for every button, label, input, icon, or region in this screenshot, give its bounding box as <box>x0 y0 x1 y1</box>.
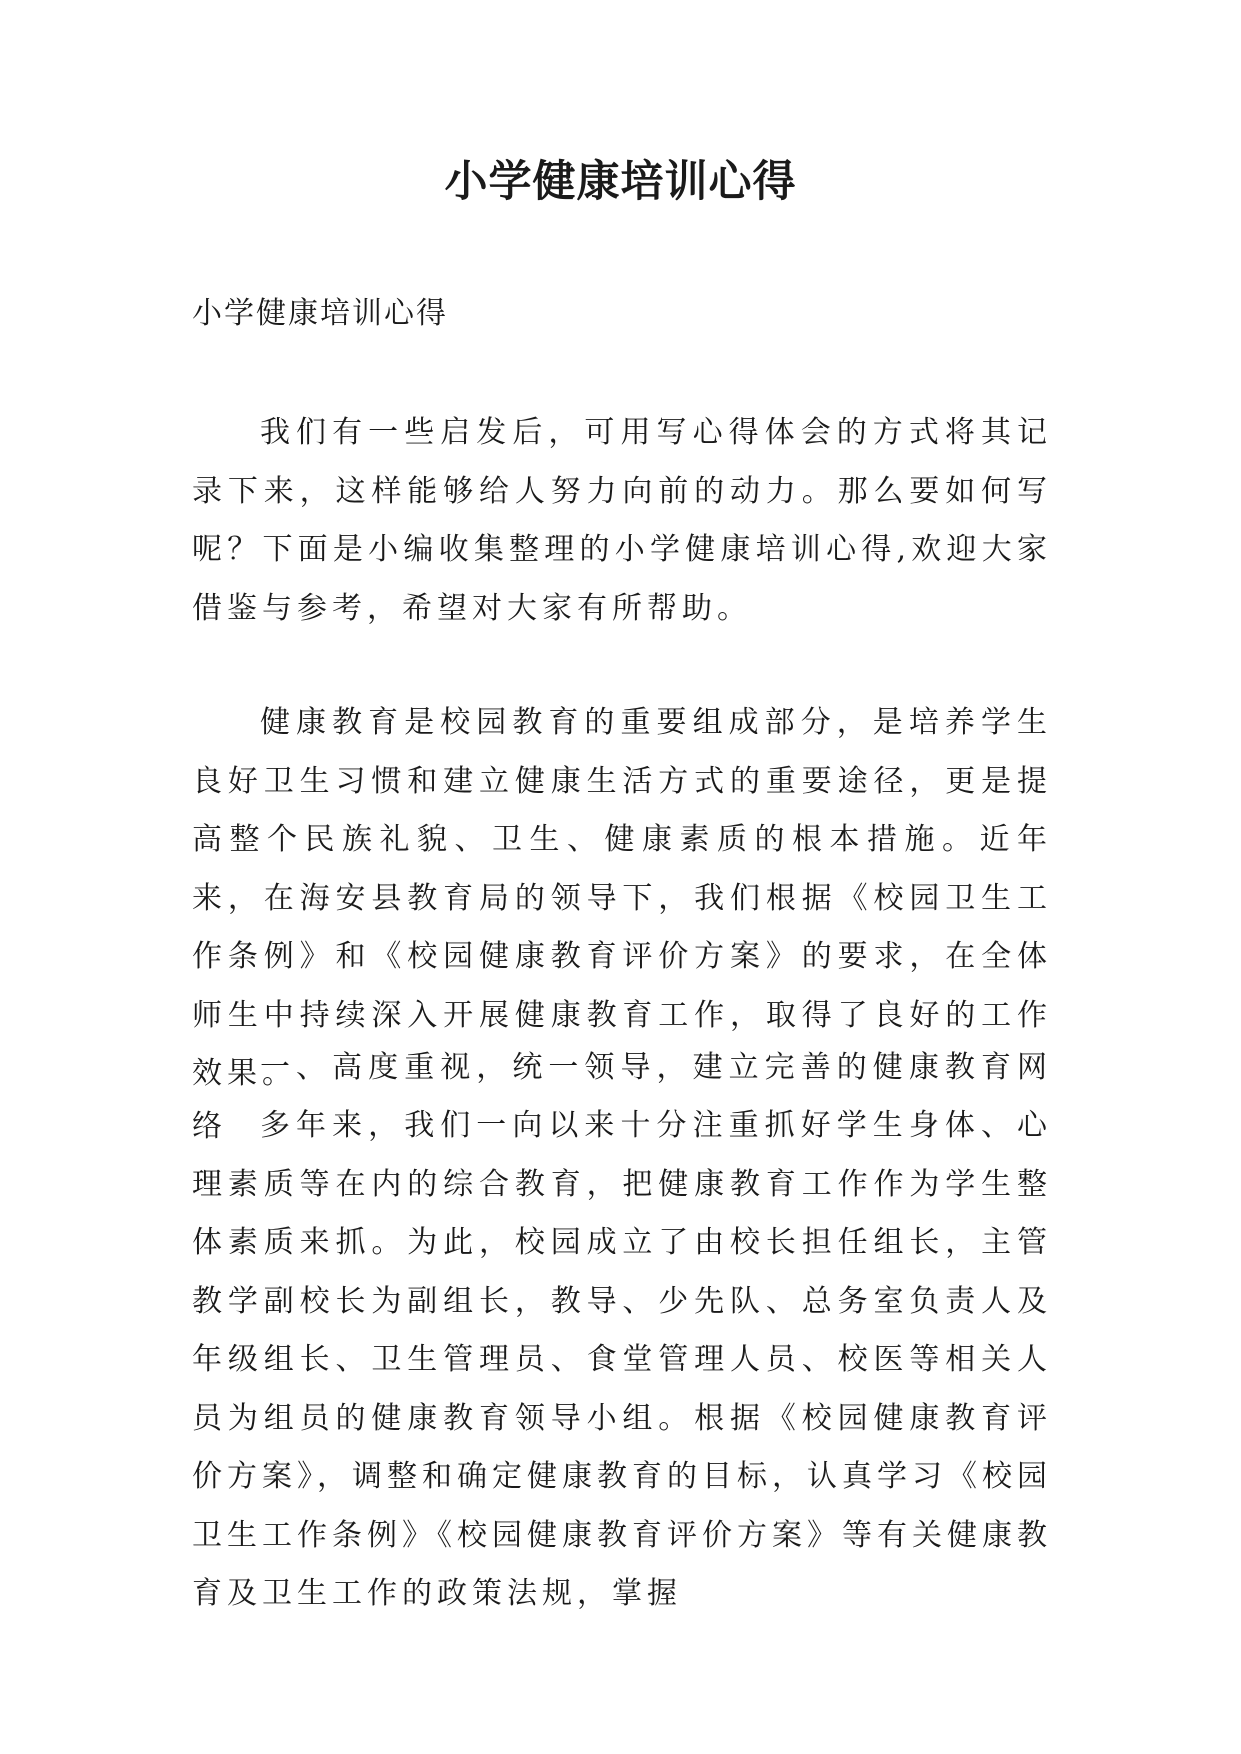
body-paragraph-2: 多年来，我们一向以来十分注重抓好学生身体、心理素质等在内的综合教育，把健康教育工作作为学生整体素质来抓。为此，校园成立了由校长担任组长，主管教学副校长为副组长，教导、少先队、总务室负责人及年级组长、卫生管理员、食堂管理人员、校医等相关人员为组员的健康教育领导小组。根据《校园健康教育评价方案》，调整和确定健康教育的目标，认真学习《校园卫生工作条例》《校园健康教育评价方案》等有关健康教育及卫生工作的政策法规，掌握 <box>192 1108 1052 1611</box>
document-subtitle: 小学健康培训心得 <box>192 296 448 331</box>
intro-paragraph: 我们有一些启发后，可用写心得体会的方式将其记录下来，这样能够给人努力向前的动力。那么要如何写呢？下面是小编收集整理的小学健康培训心得,欢迎大家借鉴与参考，希望对大家有所帮助。 <box>192 415 1052 626</box>
body-paragraph-1: 健康教育是校园教育的重要组成部分，是培养学生良好卫生习惯和建立健康生活方式的重要途径，更是提高整个民族礼貌、卫生、健康素质的根本措施。近年来，在海安县教育局的领导下，我们根据《校园卫生工作条例》和《校园健康教育评价方案》的要求，在全体师生中持续深入开展健康教育工作，取得了良好的工作效果。 <box>192 705 1052 1091</box>
section-heading-1: 一、高度重视，统一领导，建立完善的健康教育网络 <box>192 1050 1052 1144</box>
document-title: 小学健康培训心得 <box>444 157 797 207</box>
